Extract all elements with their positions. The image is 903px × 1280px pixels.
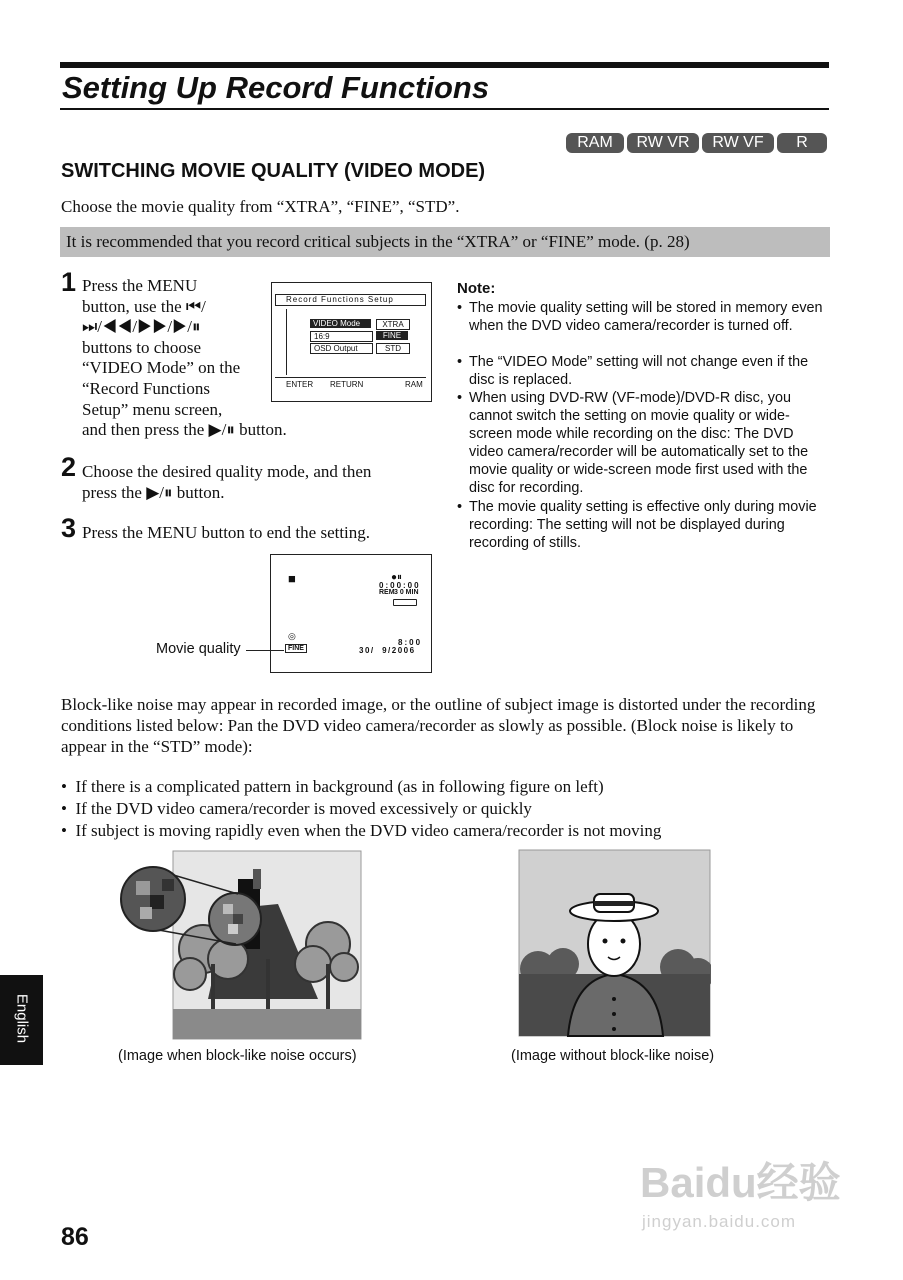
- clock-time: 8:00: [398, 638, 423, 647]
- rem-time: 3 0 MIN: [394, 589, 419, 596]
- bullet-text: If there is a complicated pattern in background (as in following figure on left): [75, 777, 604, 796]
- quality-indicator: FINE: [285, 644, 307, 653]
- page-title: Setting Up Record Functions: [62, 70, 490, 105]
- step-3-text: [82, 523, 370, 544]
- step-1-line: ⏭/◀◀/▶▶/▶/⏸: [82, 317, 201, 337]
- counter: 0:00:00: [379, 581, 421, 590]
- note-item-text: The movie quality setting is effective only during movie recording: The setting will not be displayed during recording of stills.: [469, 499, 817, 551]
- step-2-line: Choose the desired quality mode, and then: [82, 462, 372, 481]
- note-item: • The movie quality setting is effective only during movie recording: The setting will not be displayed during recording of stills.: [457, 498, 827, 552]
- menu-screen: [271, 282, 432, 402]
- bullet-item: • If the DVD video camera/recorder is moved excessively or quickly: [61, 799, 532, 818]
- menu-footer-rule: [275, 377, 426, 378]
- step-1-line: and then press the ▶/⏸ button.: [82, 420, 287, 440]
- caption-noisy: (Image when block-like noise occurs): [118, 1048, 357, 1064]
- menu-option-xtra: XTRA: [376, 319, 410, 330]
- menu-option-fine: FINE: [376, 331, 408, 340]
- title-rule-bottom: [60, 108, 829, 110]
- note-item-text: The movie quality setting will be stored in memory even when the DVD video camera/recorder is turned off.: [469, 300, 823, 334]
- movie-quality-label: Movie quality: [156, 641, 241, 657]
- step-1-line: button, use the ⏮/: [82, 296, 206, 316]
- title-rule-top: [60, 62, 829, 68]
- step-1-line: Setup” menu screen,: [82, 399, 223, 419]
- menu-footer-mode: RAM: [405, 380, 423, 389]
- caption-clean: (Image without block-like noise): [511, 1048, 715, 1064]
- menu-row-video-mode: VIDEO Mode: [310, 319, 371, 328]
- language-tab-label: English: [13, 993, 31, 1044]
- watermark-logo: Baidu经验: [640, 1159, 841, 1206]
- page-number: 86: [61, 1223, 89, 1251]
- menu-tab-column: [286, 309, 295, 375]
- menu-option-std: STD: [376, 343, 410, 354]
- bullet-item: • If there is a complicated pattern in background (as in following figure on left): [61, 777, 604, 796]
- note-heading: Note:: [457, 280, 496, 297]
- step-1-line: buttons to choose: [82, 337, 201, 357]
- menu-footer-enter: ENTER: [286, 380, 314, 389]
- noisy-image-illustration: [118, 849, 363, 1041]
- step-1-line: “Record Functions: [82, 378, 210, 398]
- step-1-text: [82, 276, 287, 441]
- badge-ram: RAM: [566, 133, 624, 153]
- note-item: • The “VIDEO Mode” setting will not change even if the disc is replaced.: [457, 353, 827, 389]
- step-3-line: Press the MENU button to end the setting.: [82, 523, 371, 542]
- note-item-text: The “VIDEO Mode” setting will not change even if the disc is replaced.: [469, 354, 809, 388]
- step-2-text: [82, 462, 371, 503]
- badge-rw-vr: RW VR: [627, 133, 699, 153]
- note-item-text: When using DVD-RW (VF-mode)/DVD-R disc, you cannot switch the setting on movie quality or wide-screen mode while recording on the disc: The DVD video camera/recorder will be automatically set to the movie quality or wide-screen mode first used with the disc for recording.: [469, 390, 809, 496]
- rem-label: REM: [379, 589, 395, 596]
- movie-quality-leader: [246, 650, 284, 651]
- clean-image-illustration: [518, 849, 711, 1037]
- badge-r: R: [777, 133, 827, 153]
- block-noise-paragraph: Block-like noise may appear in recorded image, or the outline of subject image is distorted under the recording conditions listed below: Pan the DVD video camera/recorder as slowly as possible. (Block noise is likely to appear in the “STD” mode):: [61, 695, 816, 756]
- menu-row-16-9: 16:9: [310, 331, 373, 342]
- menu-row-osd: OSD Output: [310, 343, 373, 354]
- note-item: • When using DVD-RW (VF-mode)/DVD-R disc, you cannot switch the setting on movie quality or wide-screen mode while recording on the disc: The DVD video camera/recorder will be automatically set to the movie quality or wide-screen mode first used with the disc for recording.: [457, 389, 827, 497]
- menu-footer-return: RETURN: [330, 380, 364, 389]
- section-heading: SWITCHING MOVIE QUALITY (VIDEO MODE): [61, 160, 486, 182]
- watermark-url: jingyan.baidu.com: [642, 1212, 797, 1231]
- clock-date: 30/ 9/2006: [359, 646, 416, 655]
- step-2-line: press the ▶/⏸ button.: [82, 482, 225, 502]
- step-3-number: 3: [61, 513, 77, 543]
- note-item: • The movie quality setting will be stored in memory even when the DVD video camera/recorder is turned off.: [457, 299, 827, 335]
- recommendation-text: It is recommended that you record critical subjects in the “XTRA” or “FINE” mode. (p. 28): [66, 232, 690, 251]
- step-1-number: 1: [61, 267, 77, 297]
- disc-icon: ◎: [288, 631, 296, 641]
- camera-icon: ■: [288, 571, 296, 586]
- bullet-item: • If subject is moving rapidly even when the DVD video camera/recorder is not moving: [61, 821, 662, 840]
- bullet-text: If subject is moving rapidly even when the DVD video camera/recorder is not moving: [75, 821, 662, 840]
- bullet-text: If the DVD video camera/recorder is moved excessively or quickly: [75, 799, 532, 818]
- intro-text: Choose the movie quality from “XTRA”, “FINE”, “STD”.: [61, 197, 460, 216]
- step-2-number: 2: [61, 452, 77, 482]
- badge-rw-vf: RW VF: [702, 133, 774, 153]
- step-1-line: Press the MENU: [82, 276, 198, 295]
- menu-header: Record Functions Setup: [286, 295, 394, 304]
- battery-icon: [393, 599, 417, 606]
- step-1-line: “VIDEO Mode” on the: [82, 358, 241, 378]
- record-pause-icon: ●⏸: [391, 572, 403, 583]
- viewfinder-screen: [270, 554, 432, 673]
